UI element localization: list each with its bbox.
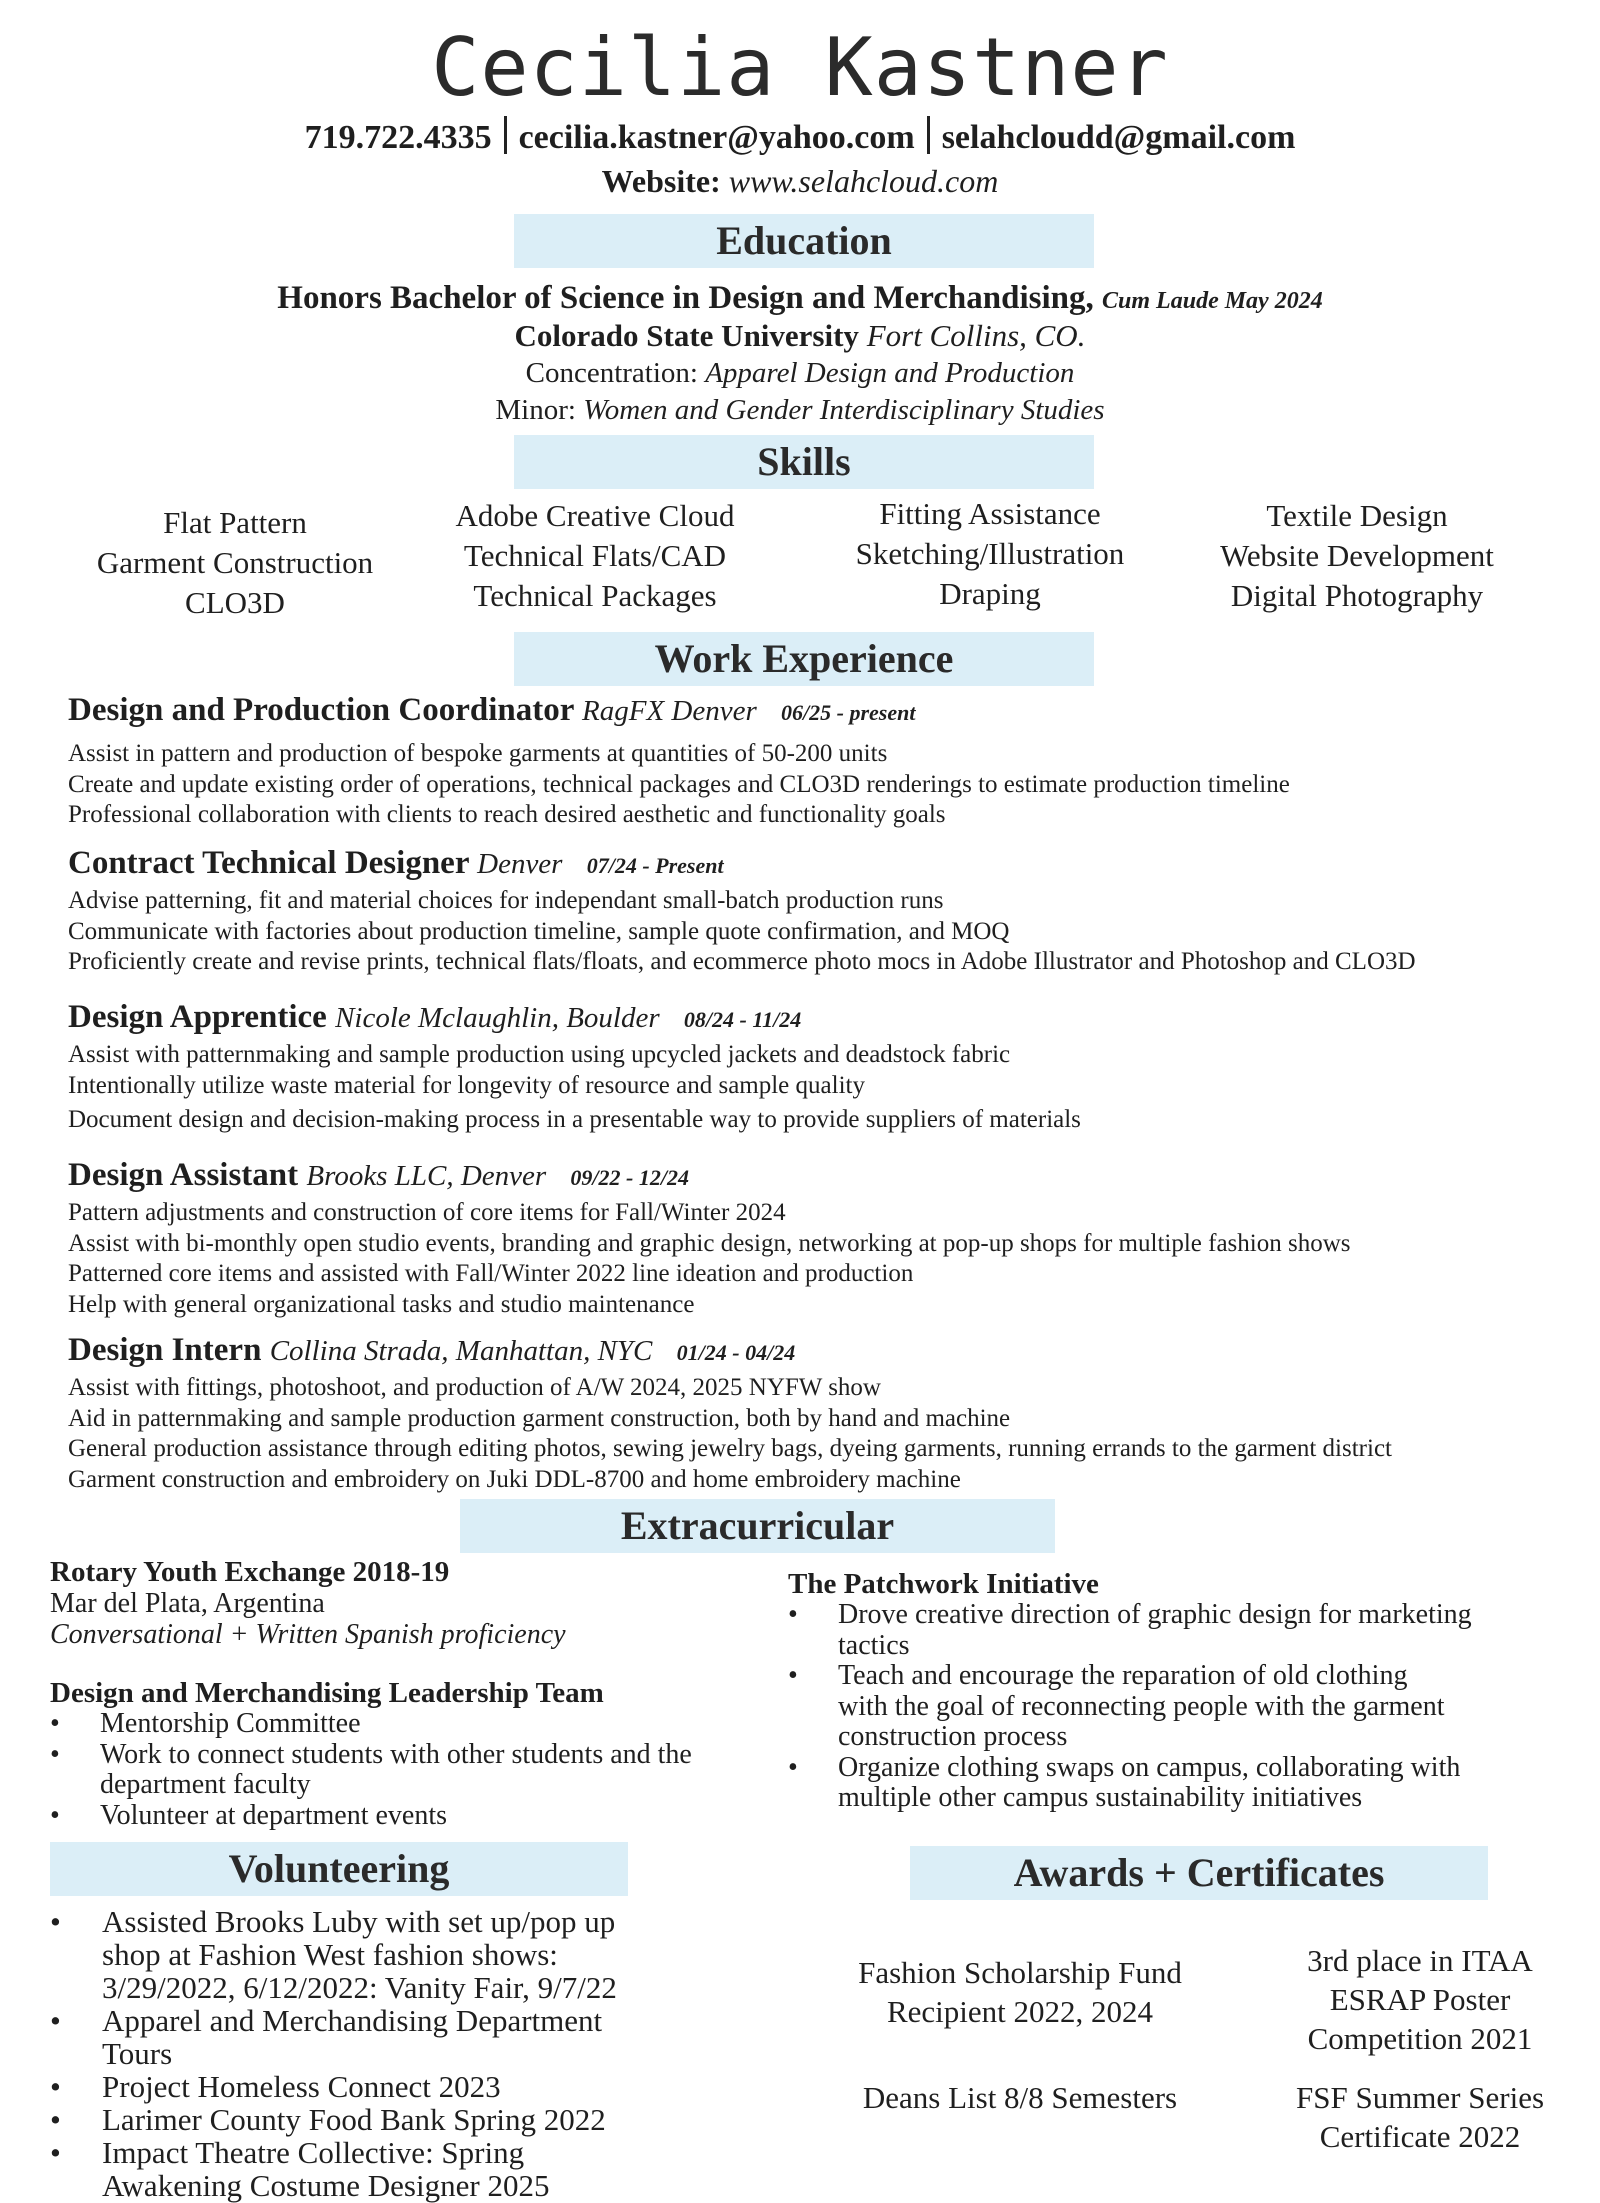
job-bullet: Assist with patternmaking and sample production using upcycled jackets and deadstock fabric [68,1041,1011,1068]
volunteering-block [50,1905,660,2202]
job-title: Design Apprentice [68,999,327,1035]
skill-item: Flat Pattern [163,505,307,540]
job-title: Design and Production Coordinator [68,692,574,728]
job-bullet: Pattern adjustments and construction of core items for Fall/Winter 2024 [68,1199,786,1226]
job-dates: 09/22 - 12/24 [570,1165,689,1190]
job-title-line [68,1155,1568,1198]
job-company: RagFX Denver [582,695,757,727]
job-bullet: Intentionally utilize waste material for longevity of resource and sample quality [68,1071,865,1099]
minor-value: Women and Gender Interdisciplinary Studies [583,394,1105,426]
list-item: • Impact Theatre Collective: Spring Awakening Costume Designer 2025 [50,2136,660,2202]
list-item: • Volunteer at department events [50,1801,730,1832]
skills-column-3 [795,494,1185,614]
job-bullet: Help with general organizational tasks and studio maintenance [68,1290,695,1318]
job-title-line [68,1330,1568,1373]
patchwork-block [788,1568,1548,1814]
award-item: 3rd place in ITAA ESRAP Poster Competition 2021 [1307,1943,1533,2056]
list-item: • Assisted Brooks Luby with set up/pop up shop at Fashion West fashion shows: 3/29/2022, 6/12/2022: Vanity Fair, 9/7/22 [50,1905,660,2004]
job-company: Brooks LLC, Denver [306,1160,547,1192]
rotary-note: Conversational + Written Spanish proficiency [50,1619,566,1650]
skills-column-1 [40,503,430,623]
job-bullet: Aid in patternmaking and sample production garment construction, both by hand and machine [68,1404,1011,1432]
list-item: • Project Homeless Connect 2023 [50,2070,660,2103]
school-location: Fort Collins, CO. [866,318,1086,353]
job-dates: 07/24 - Present [586,853,724,878]
job-title-line [68,997,1568,1040]
list-item: • Larimer County Food Bank Spring 2022 [50,2103,660,2136]
skill-item: Draping [939,576,1041,611]
job-bullet: Create and update existing order of operations, technical packages and CLO3D renderings to estimate production timeline [68,770,1290,798]
job-title: Contract Technical Designer [68,845,469,881]
job-company: Nicole Mclaughlin, Boulder [335,1002,660,1034]
website-label: Website: [601,163,721,199]
list-item: • Organize clothing swaps on campus, collaborating with multiple other campus sustainability initiatives [788,1753,1533,1814]
section-heading-volunteering: Volunteering [50,1842,628,1896]
skill-item: Technical Flats/CAD [463,538,727,573]
job-entry [68,997,1568,1136]
divider [927,116,930,154]
skill-item: Textile Design [1266,498,1448,533]
job-bullet: Assist in pattern and production of bespoke garments at quantities of 50-200 units [68,740,888,767]
website-link[interactable]: www.selahcloud.com [728,163,999,199]
job-title-line [68,843,1568,886]
job-bullet: Assist with bi-monthly open studio events, branding and graphic design, networking at pop-up shops for multiple fashion shows [68,1229,1351,1257]
website-line [0,160,1600,202]
education-degree-line [0,279,1600,320]
job-company: Denver [477,848,563,880]
award-item: Fashion Scholarship Fund Recipient 2022, 2024 [858,1955,1182,2029]
section-heading-awards: Awards + Certificates [910,1846,1488,1900]
section-heading-education: Education [514,214,1094,268]
education-concentration-line [0,354,1600,392]
rotary-location: Mar del Plata, Argentina [50,1588,325,1619]
concentration-label: Concentration: [525,357,698,389]
resume-name: Cecilia Kastner [431,21,1169,114]
skill-item: Sketching/Illustration [855,536,1125,571]
skill-item: Digital Photography [1230,578,1484,613]
list-item: • Work to connect students with other students and the department faculty [50,1740,730,1801]
job-bullet: Document design and decision-making process in a presentable way to provide suppliers of materials [68,1106,1081,1133]
job-title: Design Intern [68,1332,262,1368]
skills-column-4 [1162,496,1552,616]
job-bullet: Garment construction and embroidery on Juki DDL-8700 and home embroidery machine [68,1465,961,1493]
list-item: • Teach and encourage the reparation of old clothing with the goal of reconnecting people with the garment construction process [788,1661,1533,1753]
school-name: Colorado State University [514,318,859,353]
job-dates: 06/25 - present [781,700,916,725]
job-title-line [68,690,1568,733]
skill-item: CLO3D [185,585,285,620]
education-school-line [0,317,1600,355]
skill-item: Garment Construction [96,545,374,580]
list-item: • Apparel and Merchandising Department Tours [50,2004,660,2070]
skill-item: Fitting Assistance [879,496,1101,531]
section-heading-extracurricular: Extracurricular [460,1499,1055,1553]
section-heading-skills: Skills [514,435,1094,489]
job-dates: 01/24 - 04/24 [676,1340,796,1365]
volunteering-list [50,1905,660,2202]
leadership-list [50,1709,730,1831]
email-primary[interactable]: cecilia.kastner@yahoo.com [518,119,915,156]
job-entry [68,843,1568,978]
job-bullet: General production assistance through editing photos, sewing jewelry bags, dyeing garments, running errands to the garment district [68,1435,1392,1462]
skill-item: Adobe Creative Cloud [455,498,735,533]
phone-number[interactable]: 719.722.4335 [304,119,492,156]
email-secondary[interactable]: selahcloudd@gmail.com [941,119,1296,156]
list-item: • Mentorship Committee [50,1709,730,1740]
job-bullet: Advise patterning, fit and material choices for independant small-batch production runs [68,887,944,914]
skills-column-2 [400,496,790,616]
contact-line [0,116,1600,160]
job-title: Design Assistant [68,1157,299,1193]
job-bullet: Communicate with factories about production timeline, sample quote confirmation, and MOQ [68,917,1010,945]
education-minor-line [0,391,1600,429]
leadership-block [50,1677,730,1831]
leadership-title: Design and Merchandising Leadership Team [50,1677,604,1709]
rotary-title: Rotary Youth Exchange 2018-19 [50,1556,450,1588]
job-entry [68,1155,1568,1320]
divider [504,116,507,154]
list-item: • Drove creative direction of graphic design for marketing tactics [788,1600,1533,1661]
patchwork-list [788,1600,1533,1814]
job-bullet: Professional collaboration with clients to reach desired aesthetic and functionality goals [68,801,946,828]
minor-label: Minor: [495,394,576,426]
job-company: Collina Strada, Manhattan, NYC [269,1335,653,1367]
award-item: FSF Summer Series Certificate 2022 [1295,2080,1545,2154]
patchwork-title: The Patchwork Initiative [788,1568,1099,1600]
concentration-value: Apparel Design and Production [705,357,1075,389]
job-bullet: Assist with fittings, photoshoot, and production of A/W 2024, 2025 NYFW show [68,1374,881,1401]
award-item: Deans List 8/8 Semesters [862,2080,1178,2115]
skill-item: Technical Packages [473,578,717,613]
job-bullet: Patterned core items and assisted with Fall/Winter 2022 line ideation and production [68,1260,914,1287]
job-entry [68,1330,1568,1495]
rotary-block [50,1556,750,1650]
degree-honors: Cum Laude May 2024 [1102,288,1323,314]
job-entry [68,690,1568,831]
job-bullet: Proficiently create and revise prints, technical flats/floats, and ecommerce photo mocs in Adobe Illustrator and Photoshop and CLO3D [68,948,1416,975]
job-dates: 08/24 - 11/24 [683,1007,802,1032]
skill-item: Website Development [1220,538,1494,573]
section-heading-work-experience: Work Experience [514,632,1094,686]
degree-name: Honors Bachelor of Science in Design and Merchandising, [277,280,1094,316]
